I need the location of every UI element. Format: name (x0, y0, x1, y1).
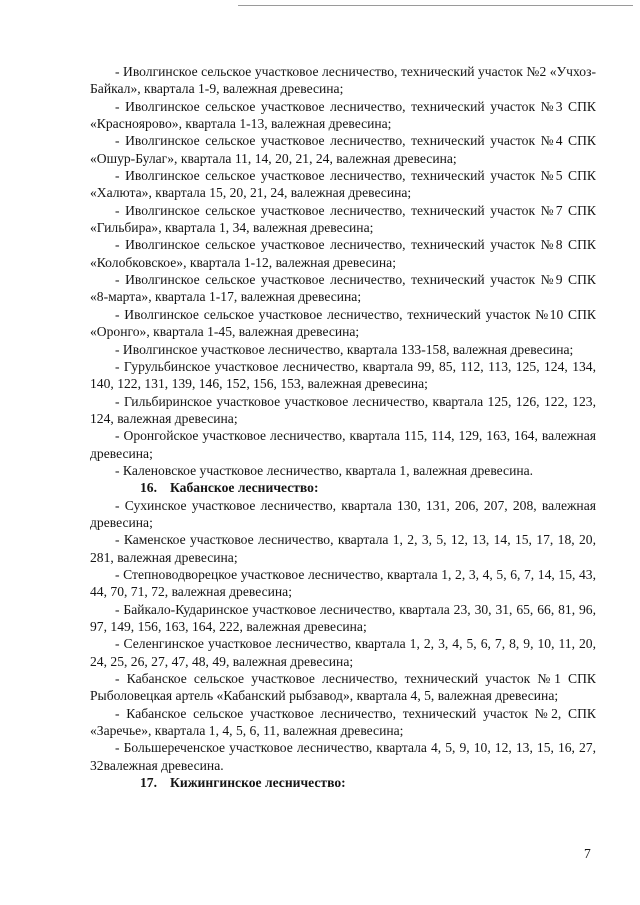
list-item: - Селенгинское участковое лесничество, квартала 1, 2, 3, 4, 5, 6, 7, 8, 9, 10, 11, 20, 24, 25, 26, 27, 47, 48, 49, валежная древесина; (90, 636, 596, 669)
list-item: - Большереченское участковое лесничество, квартала 4, 5, 9, 10, 12, 13, 15, 16, 27, 32валежная древесина. (90, 740, 596, 773)
section-heading (90, 479, 596, 496)
list-item: - Иволгинское сельское участковое лесничество, технический участок №3 СПК «Краснoярово», квартала 1-13, валежная древесина; (90, 98, 596, 132)
section-number: 17. (140, 775, 157, 791)
list-item: - Иволгинское сельское участковое лесничество, технический участок №10 СПК «Оронго», квартала 1-45, валежная древесина; (90, 306, 596, 340)
document-body (90, 63, 596, 791)
list-item: - Гильбиринское участковое участковое лесничество, квартала 125, 126, 122, 123, 124, валежная древесина; (90, 393, 596, 426)
section-title: Кабанское лесничество: (170, 480, 319, 496)
list-item: - Байкало-Кударинское участковое лесничество, квартала 23, 30, 31, 65, 66, 81, 96, 97, 149, 156, 163, 164, 222, валежная древесина; (90, 601, 596, 634)
list-item: - Иволгинское сельское участковое лесничество, технический участок №7 СПК «Гильбира», квартала 1, 34, валежная древесина; (90, 202, 596, 236)
header-rule (238, 5, 633, 6)
list-item: - Оронгойское участковое лесничество, квартала 115, 114, 129, 163, 164, валежная древесина; (90, 428, 596, 461)
list-item: - Кабанское сельское участковое лесничество, технический участок №2, СПК «Заречье», квартала 1, 4, 5, 6, 11, валежная древесина; (90, 705, 596, 739)
list-item: - Иволгинское сельское участковое лесничество, технический участок №9 СПК «8-марта», квартала 1-17, валежная древесина; (90, 272, 596, 305)
section-title: Кижингинское лесничество: (170, 775, 346, 791)
list-item: - Иволгинское сельское участковое лесничество, технический участок №2 «Учхоз-Байкал», квартала 1-9, валежная древесина; (90, 64, 596, 97)
list-item: - Гурульбинское участковое лесничество, квартала 99, 85, 112, 113, 125, 124, 134, 140, 122, 131, 139, 146, 152, 156, 153, валежная древесина; (90, 358, 596, 392)
list-item: - Иволгинское участковое лесничество, квартала 133-158, валежная древесина; (115, 341, 574, 357)
section-number: 16. (140, 480, 157, 496)
list-item: - Иволгинское сельское участковое лесничество, технический участок №8 СПК «Колобковское», квартала 1-12, валежная древесина; (90, 237, 596, 270)
list-item: - Иволгинское сельское участковое лесничество, технический участок №4 СПК «Ошур-Булаг», квартала 11, 14, 20, 21, 24, валежная древесина; (90, 133, 596, 166)
page-number: 7 (584, 846, 591, 861)
list-item: - Каменское участковое лесничество, квартала 1, 2, 3, 5, 12, 13, 14, 15, 17, 18, 20, 281, валежная древесина; (90, 532, 596, 565)
list-item: - Сухинское участковое лесничество, квартала 130, 131, 206, 207, 208, валежная древесина; (90, 497, 596, 530)
list-item: - Степноводворецкое участковое лесничество, квартала 1, 2, 3, 4, 5, 6, 7, 14, 15, 43, 44, 70, 71, 72, валежная древесина; (90, 566, 596, 600)
list-item: - Иволгинское сельское участковое лесничество, технический участок №5 СПК «Халюта», квартала 15, 20, 21, 24, валежная древесина; (90, 168, 596, 201)
list-item: - Каленовское участковое лесничество, квартала 1, валежная древесина. (115, 462, 534, 478)
section-heading (90, 774, 596, 791)
list-item: - Кабанское сельское участковое лесничество, технический участок №1 СПК Рыболовецкая артель «Кабанский рыбзавод», квартала 4, 5, валежная древесина; (90, 671, 596, 704)
